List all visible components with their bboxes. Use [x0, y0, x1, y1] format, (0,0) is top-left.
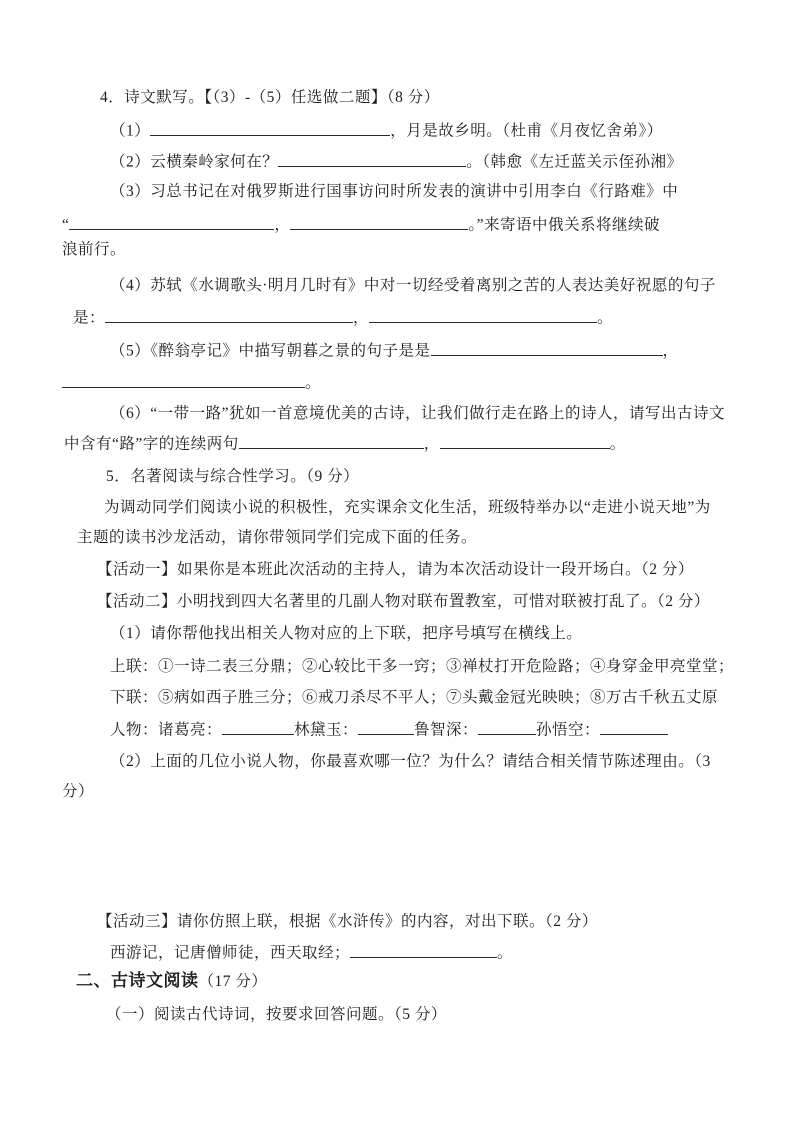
text-segment: ， — [423, 435, 440, 453]
answer-blank — [239, 433, 424, 449]
text-segment: ， — [662, 342, 679, 360]
q4-item-3-line — [110, 182, 678, 202]
text-segment: 【活动一】如果你是本班此次活动的主持人，请为本次活动设计一段开场白。（2 分） — [97, 561, 694, 578]
answer-blank — [350, 942, 497, 958]
q4-item-5-cont-line — [62, 372, 321, 394]
activity-3-line — [97, 912, 598, 932]
text-segment: 分） — [62, 783, 95, 800]
text-segment: （1） — [110, 122, 151, 140]
q4-header-line — [100, 88, 440, 108]
text-segment: （一）阅读古代诗词，按要求回答问题。（5 分） — [106, 1006, 447, 1023]
answer-blank — [431, 340, 663, 356]
text-segment: 鲁智深： — [414, 721, 479, 739]
text-segment: 。（韩愈《左迁蓝关示侄孙湘》 — [466, 153, 683, 171]
q5-header-line — [106, 467, 359, 487]
text-segment: （1）请你帮他找出相关人物对应的上下联，把序号填写在横线上。 — [110, 625, 583, 642]
text-segment: 是： — [73, 309, 106, 327]
characters-match-line — [110, 719, 668, 741]
activity-3-couplet-line — [110, 942, 513, 964]
text-segment: 林黛玉： — [294, 721, 359, 739]
text-segment: 二、古诗文阅读 — [76, 971, 199, 990]
q4-item-4-line — [110, 276, 716, 296]
answer-blank — [440, 433, 610, 449]
q4-item-1-line — [110, 120, 663, 142]
couplet-lower-line — [110, 688, 718, 708]
activity-1-line — [97, 560, 694, 580]
text-segment: 。 — [497, 944, 514, 962]
section-2-sub1-line — [106, 1005, 447, 1025]
q4-item-6-cont-line — [64, 433, 626, 455]
text-segment: 西游记，记唐僧师徒，西天取经； — [110, 944, 351, 962]
answer-blank — [369, 307, 597, 323]
text-segment: 主题的读书沙龙活动，请你带领同学们完成下面的任务。 — [77, 529, 478, 546]
text-segment: 下联：⑤病如西子胜三分；⑥戒刀杀尽不平人；⑦头戴金冠光映映；⑧万古千秋五丈原 — [110, 689, 719, 706]
text-segment: （17 分） — [198, 973, 268, 990]
couplet-upper-line — [110, 657, 734, 677]
activity-2-sub2-cont-line — [62, 782, 94, 802]
q5-intro-line-1 — [104, 498, 711, 518]
text-segment: ， — [274, 216, 291, 234]
answer-blank — [478, 719, 536, 735]
answer-blank — [69, 214, 274, 230]
text-segment: 4．诗文默写。【（3）-（5）任选做二题】（8 分） — [100, 89, 440, 106]
answer-blank — [290, 214, 468, 230]
text-segment: ，月是故乡明。（杜甫《月夜忆舍弟》） — [390, 122, 663, 140]
answer-blank — [222, 719, 294, 735]
answer-blank — [278, 151, 466, 167]
text-segment: 孙悟空： — [536, 721, 601, 739]
q4-item-4-blanks-line — [73, 307, 613, 329]
text-segment: 5．名著阅读与综合性学习。（9 分） — [106, 468, 360, 485]
answer-blank — [105, 307, 353, 323]
text-segment: ， — [353, 309, 370, 327]
text-segment: 【活动二】小明找到四大名著里的几副人物对联布置教室，可惜对联被打乱了。（2 分） — [97, 593, 710, 610]
text-segment: （2）上面的几位小说人物，你最喜欢哪一位？为什么？请结合相关情节陈述理由。（3 — [110, 753, 711, 770]
activity-2-line — [97, 592, 710, 612]
text-segment: （4）苏轼《水调歌头·明月几时有》中对一切经受着离别之苦的人表达美好祝愿的句子 — [110, 277, 716, 294]
q4-item-6-line — [110, 404, 725, 424]
activity-2-sub1-line — [110, 624, 582, 644]
section-2-heading-line — [76, 971, 267, 992]
q4-item-2-line — [110, 151, 683, 173]
text-segment: 【活动三】请你仿照上联，根据《水浒传》的内容，对出下联。（2 分） — [97, 913, 598, 930]
answer-blank — [62, 372, 305, 388]
text-segment: （3）习总书记在对俄罗斯进行国事访问时所发表的演讲中引用李白《行路难》中 — [110, 183, 679, 200]
text-segment: 人物：诸葛亮： — [110, 721, 223, 739]
q5-intro-line-2 — [77, 528, 477, 548]
text-segment: 。 — [305, 374, 322, 392]
text-segment: 。 — [597, 309, 614, 327]
q4-item-3-blanks-line — [62, 214, 660, 236]
text-segment: 为调动同学们阅读小说的积极性，充实课余文化生活，班级特举办以“走进小说天地”为 — [104, 499, 711, 516]
text-segment: 。 — [609, 435, 626, 453]
activity-2-sub2-line — [110, 752, 711, 772]
text-segment: （2）云横秦岭家何在？ — [110, 153, 279, 171]
text-segment: （6）“一带一路”犹如一首意境优美的古诗，让我们做行走在路上的诗人，请写出古诗文 — [110, 405, 726, 422]
q4-item-3-cont-line — [62, 240, 126, 260]
answer-blank — [600, 719, 668, 735]
text-segment: 上联：①一诗二表三分鼎；②心较比干多一窍；③禅杖打开危险路；④身穿金甲亮堂堂； — [110, 658, 735, 675]
text-segment: （5）《醉翁亭记》中描写朝暮之景的句子是是 — [110, 342, 431, 360]
text-segment: 浪前行。 — [62, 241, 127, 258]
q4-item-5-line — [110, 340, 679, 362]
answer-blank — [150, 120, 390, 136]
text-segment: 。”来寄语中俄关系将继续破 — [468, 216, 661, 234]
text-segment: “ — [62, 216, 70, 234]
answer-blank — [358, 719, 414, 735]
text-segment: 中含有“路”字的连续两句 — [64, 435, 239, 453]
